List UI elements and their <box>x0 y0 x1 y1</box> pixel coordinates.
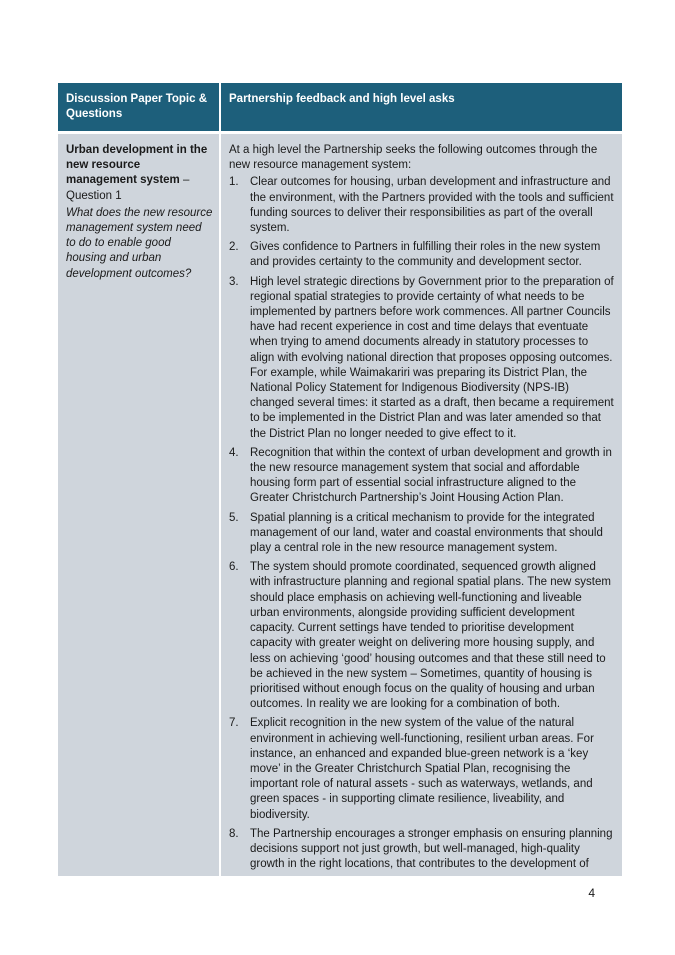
table-row <box>58 131 622 876</box>
list-item <box>229 175 614 236</box>
item-text: High level strategic directions by Government prior to the preparation of regional spatial strategies to provide certainty of what needs to be implemented by partners before work commences. All partner Councils have had recent experience in cost and time delays that eventuate when trying to amend documents already in statutory processes to align with evolving national direction that proposes opposing outcomes. For example, while Waimakariri was preparing its District Plan, the National Policy Statement for Indigenous Biodiversity (NPS-IB) changed several times: it started as a draft, then became a requirement to be implemented in the District Plan and was later amended so that the District Plan no longer needed to give effect to it. <box>250 275 614 440</box>
item-number: 5. <box>229 511 239 524</box>
topic-question-text: What does the new resource management system need to do to enable good housing and urban development outcomes? <box>66 206 213 280</box>
page-number: 4 <box>588 886 595 900</box>
feedback-cell <box>221 131 622 876</box>
outcomes-list <box>229 175 614 872</box>
topic-cell <box>58 131 221 876</box>
list-item <box>229 446 614 507</box>
item-text: Gives confidence to Partners in fulfilling their roles in the new system and provides certainty to the community and development sector. <box>250 241 601 269</box>
item-text: Clear outcomes for housing, urban development and infrastructure and the environment, with the Partners provided with the tools and sufficient funding sources to deliver their responsibilities as part of the overall system. <box>250 176 614 235</box>
item-number: 4. <box>229 446 239 459</box>
item-number: 3. <box>229 275 239 288</box>
list-item <box>229 827 614 873</box>
item-number: 7. <box>229 717 239 730</box>
table-header-row <box>58 83 622 131</box>
item-text: The system should promote coordinated, sequenced growth aligned with infrastructure planning and regional spatial plans. The new system should place emphasis on achieving well-functioning and liveable urban environments, alongside providing sufficient development capacity. Current settings have tended to prioritise development capacity with greater weight on delivering more housing supply, and less on achieving ‘good’ housing outcomes and that these still need to be achieved in the new system – Sometimes, quantity of housing is prioritised without enough focus on the quality of housing and urban outcomes. In reality we are looking for a combination of both. <box>250 561 611 711</box>
topic-title: Urban development in the new resource management system <box>66 144 208 187</box>
list-item <box>229 560 614 712</box>
item-text: Explicit recognition in the new system of the value of the natural environment in achieving well-functioning, resilient urban areas. For instance, an enhanced and expanded blue-green network is a ‘key move’ in the Greater Christchurch Spatial Plan, recognising the important role of natural assets - such as waterways, wetlands, and green spaces - in supporting climate resilience, liveability, and biodiversity. <box>250 717 594 821</box>
item-text: Recognition that within the context of urban development and growth in the new resource management system that social and affordable housing form part of essential social infrastructure aligned to the Greater Christchurch Partnership’s Joint Housing Action Plan. <box>250 446 612 505</box>
header-topic: Discussion Paper Topic & Questions <box>58 83 221 131</box>
feedback-intro: At a high level the Partnership seeks the following outcomes through the new resource management system: <box>229 144 598 172</box>
item-number: 1. <box>229 176 239 189</box>
item-number: 6. <box>229 561 239 574</box>
feedback-table <box>58 83 622 876</box>
list-item <box>229 275 614 442</box>
item-number: 8. <box>229 827 239 840</box>
list-item <box>229 716 614 822</box>
topic-question-number: – Question 1 <box>66 174 190 202</box>
item-text: Spatial planning is a critical mechanism to provide for the integrated management of our land, water and coastal environments that should play a central role in the new resource management system. <box>250 511 603 555</box>
item-text: The Partnership encourages a stronger emphasis on ensuring planning decisions support not just growth, but well-managed, high-quality growth in the right locations, that contributes to the development of <box>250 827 613 871</box>
item-number: 2. <box>229 241 239 254</box>
header-feedback: Partnership feedback and high level asks <box>221 83 622 131</box>
list-item <box>229 511 614 557</box>
list-item <box>229 240 614 270</box>
